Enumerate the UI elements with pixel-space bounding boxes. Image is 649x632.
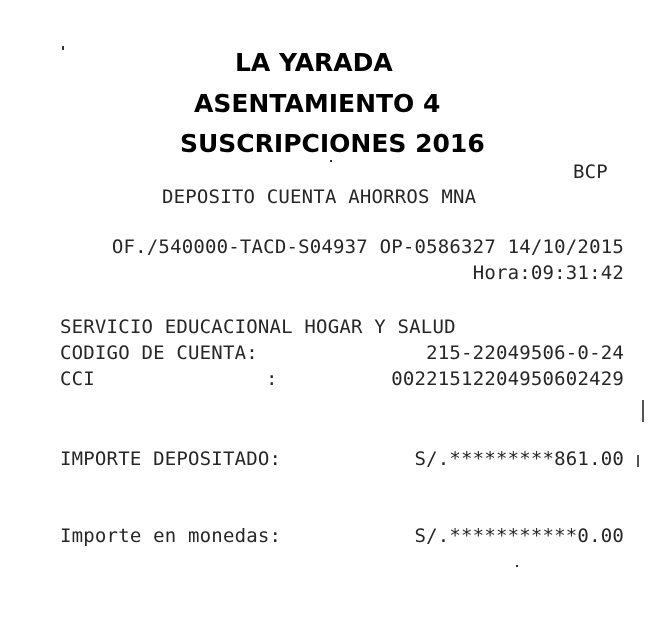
heading-line-2: ASENTAMIENTO 4	[194, 89, 441, 118]
cci-label: CCI	[60, 368, 95, 390]
cci-colon: :	[266, 368, 278, 390]
receipt-title: DEPOSITO CUENTA AHORROS MNA	[162, 186, 477, 208]
cci-value: 00221512204950602429	[391, 368, 624, 390]
coins-label: Importe en monedas:	[60, 525, 282, 547]
heading-line-1: LA YARADA	[235, 48, 393, 77]
scan-speck	[62, 46, 64, 50]
heading-line-3: SUSCRIPCIONES 2016	[180, 129, 485, 158]
scan-speck	[330, 160, 332, 162]
operation-line: OF./540000-TACD-S04937 OP-0586327 14/10/2015	[111, 236, 624, 258]
time-line: Hora:09:31:42	[472, 262, 624, 284]
scan-speck	[637, 455, 639, 467]
scan-speck	[516, 565, 518, 567]
beneficiary-name: SERVICIO EDUCACIONAL HOGAR Y SALUD	[60, 316, 456, 338]
deposit-value: S/.*********861.00	[414, 448, 624, 470]
account-value: 215-22049506-0-24	[426, 342, 624, 364]
bank-name: BCP	[573, 161, 608, 183]
deposit-label: IMPORTE DEPOSITADO:	[60, 448, 282, 470]
coins-value: S/.***********0.00	[414, 525, 624, 547]
scan-speck	[642, 400, 644, 422]
account-label: CODIGO DE CUENTA:	[60, 342, 258, 364]
